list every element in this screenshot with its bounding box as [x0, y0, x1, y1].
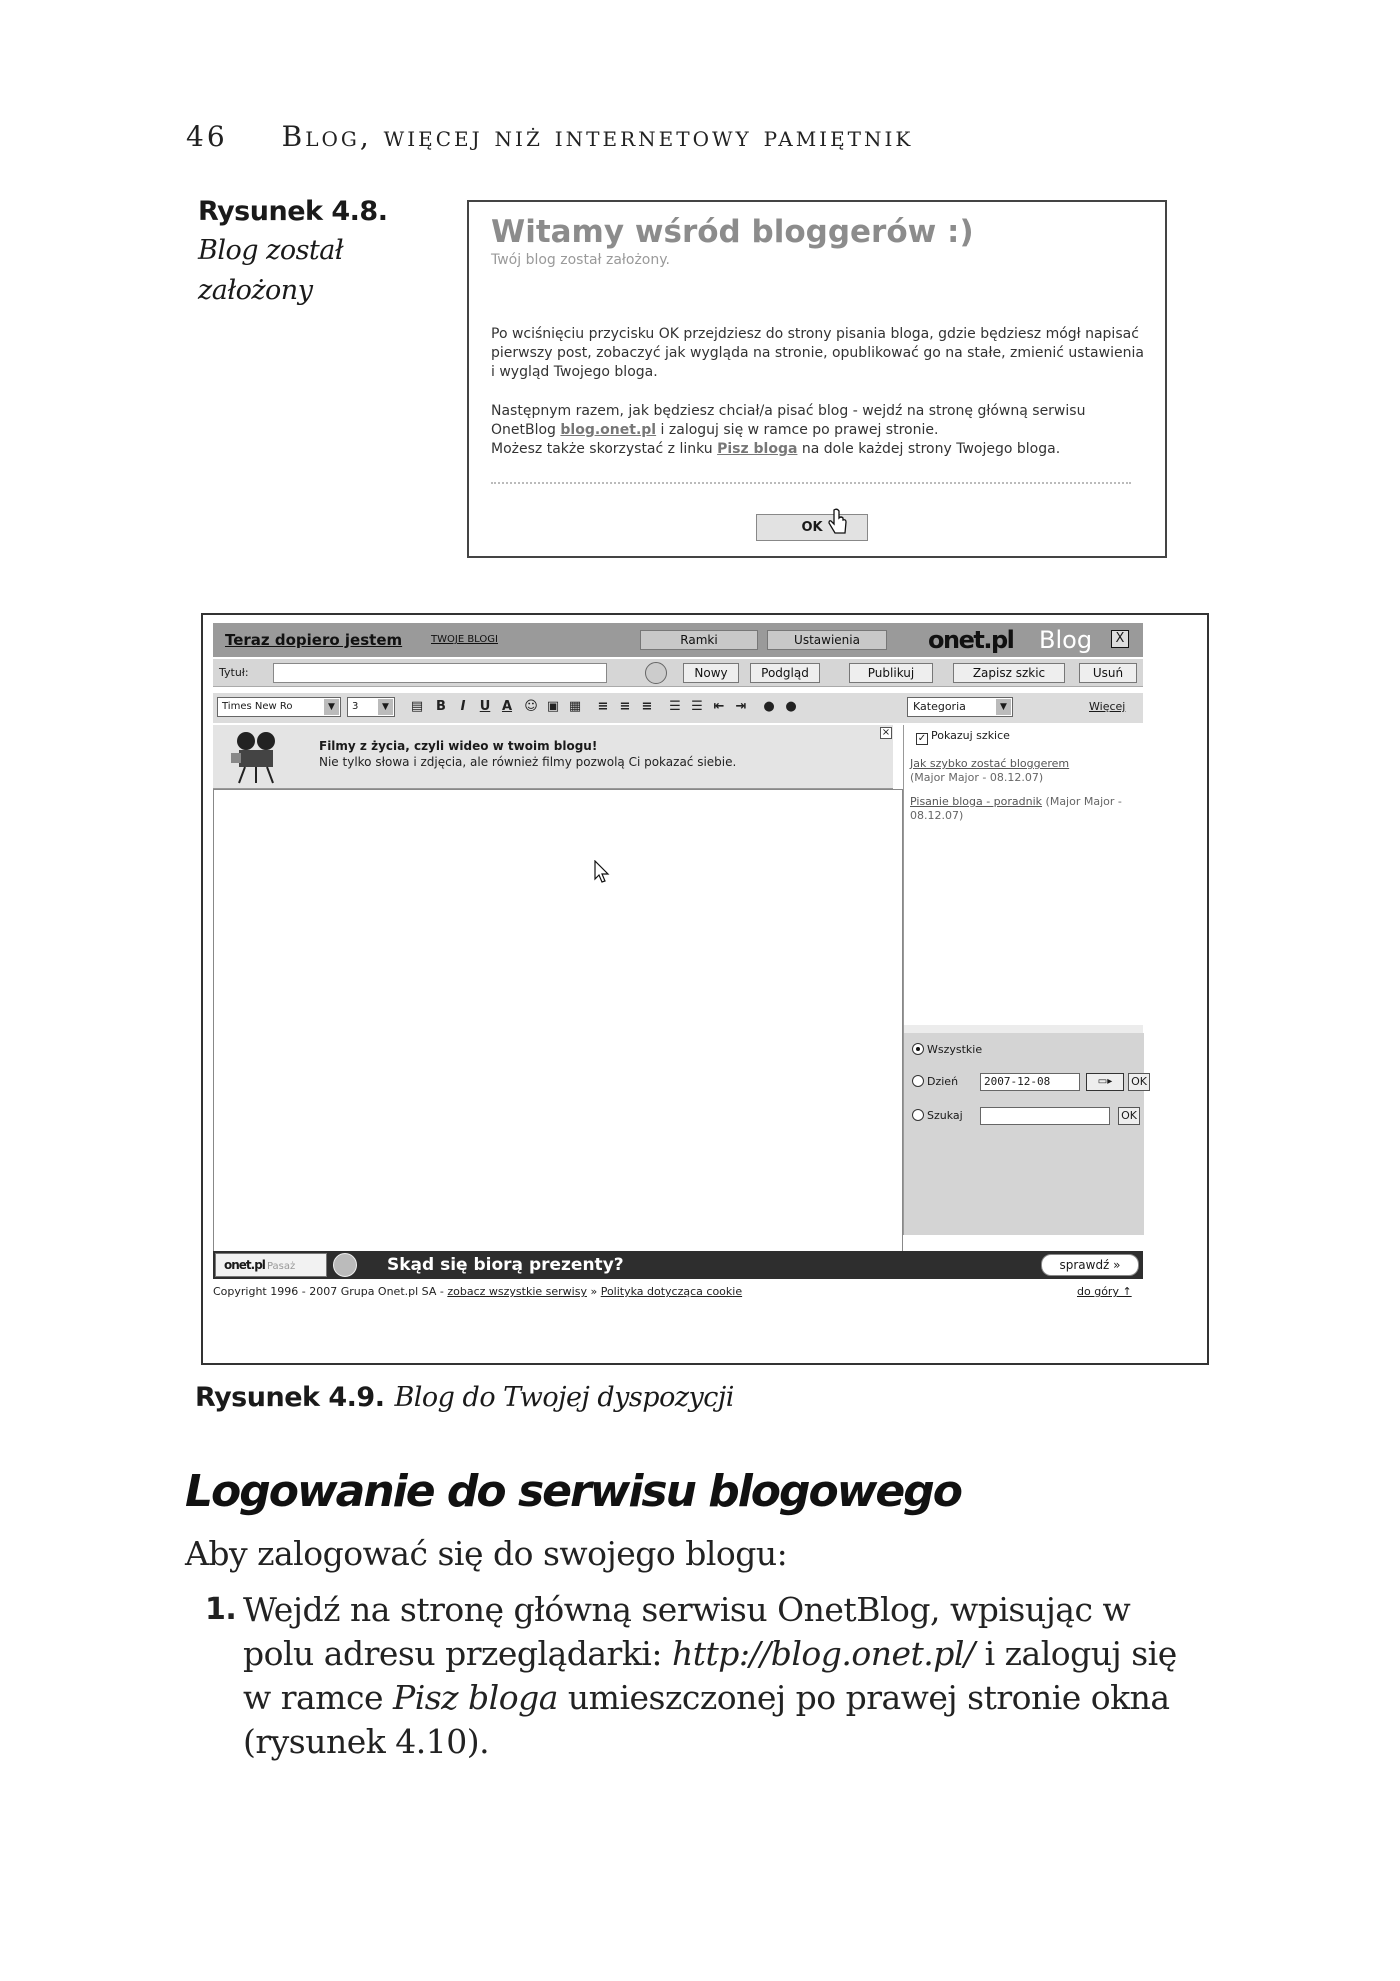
ok-button[interactable]: OK	[756, 514, 868, 541]
format-toolbar	[213, 693, 1143, 723]
figure-caption-text	[198, 231, 418, 311]
outdent-icon[interactable]: ⇤	[713, 699, 725, 714]
divider	[491, 482, 1131, 484]
hand-cursor-icon	[827, 508, 849, 538]
tab-frames[interactable]: Ramki	[640, 630, 758, 650]
caption-line-1: Blog został	[198, 235, 344, 266]
calendar-icon[interactable]: ▭▸	[1086, 1073, 1124, 1091]
running-title: Blog, więcej niż internetowy pamiętnik	[281, 120, 914, 153]
more-link[interactable]: Więcej	[1089, 700, 1126, 713]
post-toolbar	[213, 659, 1143, 687]
text-color-icon[interactable]: A	[501, 699, 513, 714]
close-button[interactable]: X	[1111, 630, 1129, 648]
underline-icon[interactable]: U	[479, 699, 491, 714]
dialog-subtitle: Twój blog został założony.	[491, 252, 670, 268]
all-services-link[interactable]: zobacz wszystkie serwisy	[447, 1285, 587, 1298]
dialog-paragraph: Po wciśnięciu przycisku OK przejdziesz do strony pisania bloga, gdzie będziesz mógł napisać pierwszy post, zobaczyć jak wygląda na stronie, opublikować go na stałe, zmienić ustawienia i wygląd Twojego bloga.	[491, 326, 1144, 380]
footer-promo-text: Skąd się biorą prezenty?	[387, 1255, 624, 1275]
align-left-icon[interactable]: ≡	[597, 699, 609, 714]
section-heading: Logowanie do serwisu blogowego	[185, 1466, 961, 1517]
image-icon[interactable]: ▣	[546, 699, 560, 714]
font-select[interactable]	[217, 697, 341, 717]
welcome-dialog	[467, 200, 1167, 558]
step-number: 1.	[205, 1592, 237, 1627]
figure-label: Rysunek 4.8.	[198, 196, 388, 227]
delete-button[interactable]: Usuń	[1079, 663, 1137, 683]
radio-selected-icon	[912, 1043, 924, 1055]
draft-link[interactable]: Jak szybko zostać bloggerem	[910, 757, 1070, 770]
figure-4-8-caption	[198, 196, 418, 311]
chevron-down-icon: ▼	[324, 699, 339, 715]
numbered-list-icon[interactable]: ☰	[669, 699, 681, 714]
new-button[interactable]: Nowy	[683, 663, 739, 683]
size-value: 3	[352, 701, 359, 712]
filter-search-label: Szukaj	[927, 1109, 963, 1122]
promo-title: Filmy z życia, czyli wideo w twoim blogu!	[319, 739, 598, 753]
blog-logo: Blog	[1039, 626, 1093, 654]
chevron-down-icon: ▼	[996, 699, 1011, 715]
post-filter-panel	[904, 1033, 1147, 1235]
save-draft-button[interactable]: Zapisz szkic	[953, 663, 1065, 683]
post-editor-area[interactable]	[213, 789, 903, 1271]
dialog-text: i zaloguj się w ramce po prawej stronie.	[656, 422, 939, 438]
chevron-down-icon: ▼	[378, 699, 393, 715]
publish-button[interactable]: Publikuj	[849, 663, 933, 683]
category-value: Kategoria	[913, 700, 966, 713]
close-icon[interactable]: ×	[881, 727, 891, 738]
page-number: 46	[186, 120, 228, 153]
drafts-panel	[904, 725, 1144, 1025]
draft-item	[910, 795, 1140, 823]
caption-line-2: założony	[198, 275, 313, 306]
ok-day-button[interactable]: OK	[1128, 1073, 1150, 1091]
pasaz-text: Pasaż	[266, 1261, 296, 1272]
filter-day-label: Dzień	[927, 1075, 959, 1088]
date-input[interactable]: 2007-12-08	[980, 1073, 1080, 1091]
my-blogs-link[interactable]: TWOJE BLOGI	[431, 634, 498, 645]
show-drafts-label: Pokazuj szkice	[931, 729, 1010, 742]
radio-icon	[912, 1075, 924, 1087]
ok-search-button[interactable]: OK	[1118, 1107, 1140, 1125]
filter-search-option[interactable]	[912, 1109, 963, 1122]
show-drafts-checkbox[interactable]	[916, 729, 1010, 745]
draft-item	[910, 757, 1140, 785]
film-camera-icon	[229, 731, 287, 785]
gift-icon	[333, 1253, 357, 1277]
draft-meta: (Major Major - 08.12.07)	[910, 795, 1122, 822]
dialog-text: na dole każdej strony Twojego bloga.	[797, 441, 1061, 457]
onet-pasaz-logo[interactable]	[215, 1253, 327, 1277]
blog-onet-link[interactable]: blog.onet.pl	[560, 422, 657, 438]
onet-logo-text: onet.pl	[224, 1258, 265, 1272]
arrow-cursor-icon	[594, 860, 610, 884]
list-item	[205, 1588, 1205, 1764]
radio-icon	[912, 1109, 924, 1121]
paste-icon[interactable]: ▤	[410, 699, 424, 714]
running-head	[186, 120, 913, 153]
bullet-list-icon[interactable]: ☰	[691, 699, 703, 714]
separator: »	[586, 1285, 601, 1298]
figure-4-9-caption	[195, 1378, 734, 1418]
frame-name: Pisz bloga	[392, 1678, 558, 1717]
bold-icon[interactable]: B	[436, 699, 446, 714]
write-blog-link[interactable]: Pisz bloga	[717, 441, 798, 457]
filter-all-label: Wszystkie	[927, 1043, 983, 1056]
italic-icon[interactable]: I	[460, 699, 466, 714]
url-text: http://blog.onet.pl/	[671, 1634, 975, 1673]
copyright-text: Copyright 1996 - 2007 Grupa Onet.pl SA -	[213, 1285, 448, 1298]
emoticon-icon[interactable]: ☺	[524, 699, 538, 714]
step-text	[205, 1588, 1205, 1764]
category-select[interactable]	[907, 697, 1013, 717]
footer-promo-bar	[213, 1251, 1143, 1279]
intro-paragraph: Aby zalogować się do swojego blogu:	[185, 1534, 788, 1573]
step-text-part: umieszczonej po prawej stronie okna (rysunek 4.10).	[243, 1678, 1170, 1761]
blog-editor-screenshot	[201, 613, 1209, 1365]
blog-header	[213, 623, 1143, 657]
align-right-icon[interactable]: ≡	[641, 699, 653, 714]
align-center-icon[interactable]: ≡	[619, 699, 631, 714]
draft-link[interactable]: Pisanie bloga - poradnik	[910, 795, 1043, 808]
cookie-policy-link[interactable]: Polityka dotycząca cookie	[600, 1285, 743, 1298]
promo-subtitle: Nie tylko słowa i zdjęcia, ale również filmy pozwolą Ci pokazać siebie.	[319, 755, 737, 769]
font-size-select[interactable]	[347, 697, 395, 717]
search-input[interactable]	[980, 1107, 1110, 1125]
figure-label: Rysunek 4.9.	[195, 1382, 385, 1413]
tab-settings[interactable]: Ustawienia	[767, 630, 887, 650]
link-icon[interactable]: ●	[763, 699, 775, 714]
draft-meta: (Major Major - 08.12.07)	[910, 771, 1044, 784]
filter-all-option[interactable]	[912, 1043, 982, 1056]
dialog-text: Następnym razem, jak będziesz chciał/a pisać blog - wejdź na stronę główną serwisu OnetBlog	[491, 403, 1086, 438]
dialog-title: Witamy wśród bloggerów :)	[491, 214, 974, 250]
indent-icon[interactable]: ⇥	[735, 699, 747, 714]
back-to-top-link[interactable]: do góry ↑	[1077, 1285, 1132, 1298]
dialog-text: Możesz także skorzystać z linku	[491, 441, 718, 457]
check-button[interactable]: sprawdź »	[1041, 1254, 1139, 1276]
onet-logo: onet.pl	[928, 626, 1014, 654]
step-text-part: Wejdź na stronę główną serwisu OnetBlog, wpisując w polu adresu przeglądarki:	[243, 1590, 1131, 1673]
unlink-icon[interactable]: ●	[785, 699, 797, 714]
video-icon[interactable]: ▦	[568, 699, 582, 714]
video-promo-banner	[213, 725, 893, 789]
side-panel	[903, 725, 1147, 1235]
title-label: Tytuł:	[219, 666, 249, 679]
preview-button[interactable]: Podgląd	[750, 663, 820, 683]
step-text-part: i zaloguj się w ramce	[243, 1634, 1177, 1717]
clock-icon[interactable]	[645, 662, 667, 684]
title-input[interactable]	[273, 663, 607, 683]
font-value: Times New Ro	[222, 701, 293, 712]
filter-day-option[interactable]	[912, 1075, 958, 1088]
blog-title-link[interactable]: Teraz dopiero jestem	[225, 631, 403, 649]
copyright-line	[213, 1285, 742, 1298]
figure-caption-text: Blog do Twojej dyspozycji	[394, 1382, 734, 1413]
dialog-paragraph	[491, 402, 1151, 459]
checkbox-checked-icon: ✓	[917, 733, 927, 744]
